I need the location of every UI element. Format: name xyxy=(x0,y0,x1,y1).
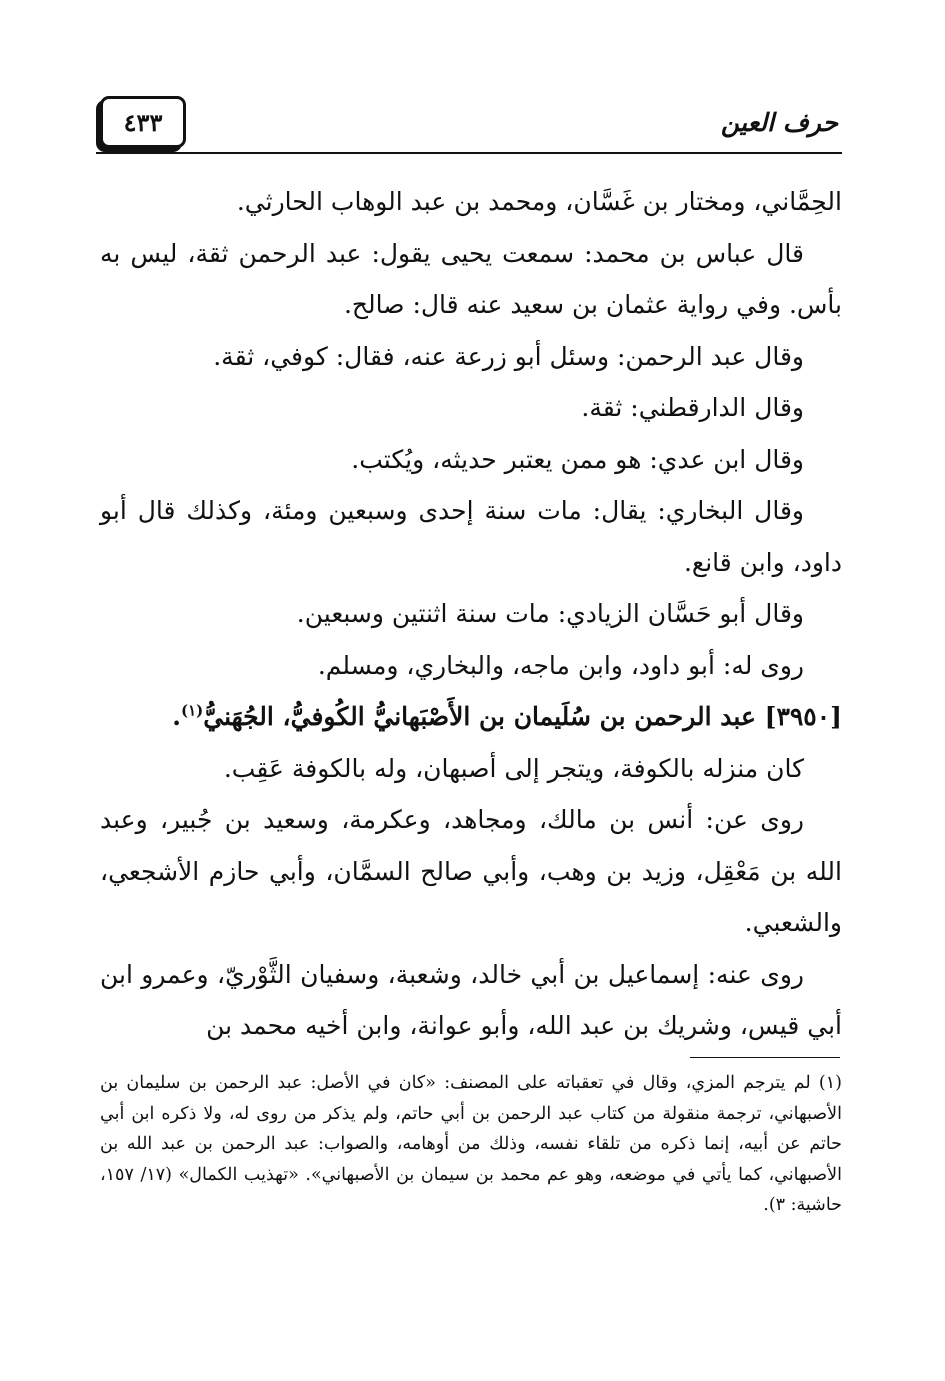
paragraph: وقال البخاري: يقال: مات سنة إحدى وسبعين ومئة، وكذلك قال أبو داود، وابن قانع. xyxy=(100,496,842,577)
entry-heading xyxy=(100,691,842,743)
entry-number: [٣٩٥٠] xyxy=(764,702,842,731)
paragraph: كان منزله بالكوفة، ويتجر إلى أصبهان، وله بالكوفة عَقِب. xyxy=(223,753,804,783)
page-number: ٤٣٣ xyxy=(100,96,186,148)
paragraph: الحِمَّاني، ومختار بن غَسَّان، ومحمد بن عبد الوهاب الحارثي. xyxy=(236,187,842,216)
paragraph: روى له: أبو داود، وابن ماجه، والبخاري، ومسلم. xyxy=(317,650,804,680)
footnote: (١) لم يترجم المزي، وقال في تعقباته على المصنف: «كان في الأصل: عبد الرحمن بن سليمان بن الأصبهاني، ترجمة منقولة من كتاب عبد الرحمن بن أبي حاتم، ولم يذكر من روى له، ولا ذكره ابن أبي حاتم عن أبيه، إنما ذكره من تلقاء نفسه، وذلك من أوهامه، والصواب: عبد الرحمن بن عبد الله بن الأصبهاني، كما يأتي في موضعه، وهو عم محمد بن سيمان بن الأصبهاني». «تهذيب الكمال» (١٧/ ١٥٧، حاشية: ٣). xyxy=(100,1073,842,1215)
main-text xyxy=(100,176,842,1052)
footnotes xyxy=(100,1068,842,1221)
footnote-separator xyxy=(690,1057,840,1058)
header-rule xyxy=(96,152,842,154)
entry-title: عبد الرحمن بن سُلَيمان بن الأَصْبَهانيُّ الكُوفيُّ، الجُهَنيُّ xyxy=(203,702,756,731)
footnote-reference: (١) xyxy=(180,701,204,720)
paragraph: قال عباس بن محمد: سمعت يحيى يقول: عبد الرحمن ثقة، ليس به بأس. وفي رواية عثمان بن سعيد عنه قال: صالح. xyxy=(100,238,842,319)
paragraph: وقال الدارقطني: ثقة. xyxy=(581,393,804,422)
paragraph: روى عن: أنس بن مالك، ومجاهد، وعكرمة، وسعيد بن جُبير، وعبد الله بن مَعْقِل، وزيد بن وهب، وأبي صالح السمَّان، وأبي حازم الأشجعي، والشعبي. xyxy=(100,805,842,937)
paragraph: وقال ابن عدي: هو ممن يعتبر حديثه، ويُكتب. xyxy=(351,444,804,474)
paragraph: وقال عبد الرحمن: وسئل أبو زرعة عنه، فقال: كوفي، ثقة. xyxy=(213,341,804,371)
paragraph: وقال أبو حَسَّان الزيادي: مات سنة اثنتين وسبعين. xyxy=(296,599,804,628)
paragraph: روى عنه: إسماعيل بن أبي خالد، وشعبة، وسفيان الثَّوْريّ، وعمرو ابن أبي قيس، وشريك بن عبد الله، وأبو عوانة، وابن أخيه محمد بن xyxy=(100,959,842,1040)
entry-end-mark: . xyxy=(172,702,181,731)
page-header xyxy=(96,96,842,154)
running-title: حرف العين xyxy=(720,108,838,137)
